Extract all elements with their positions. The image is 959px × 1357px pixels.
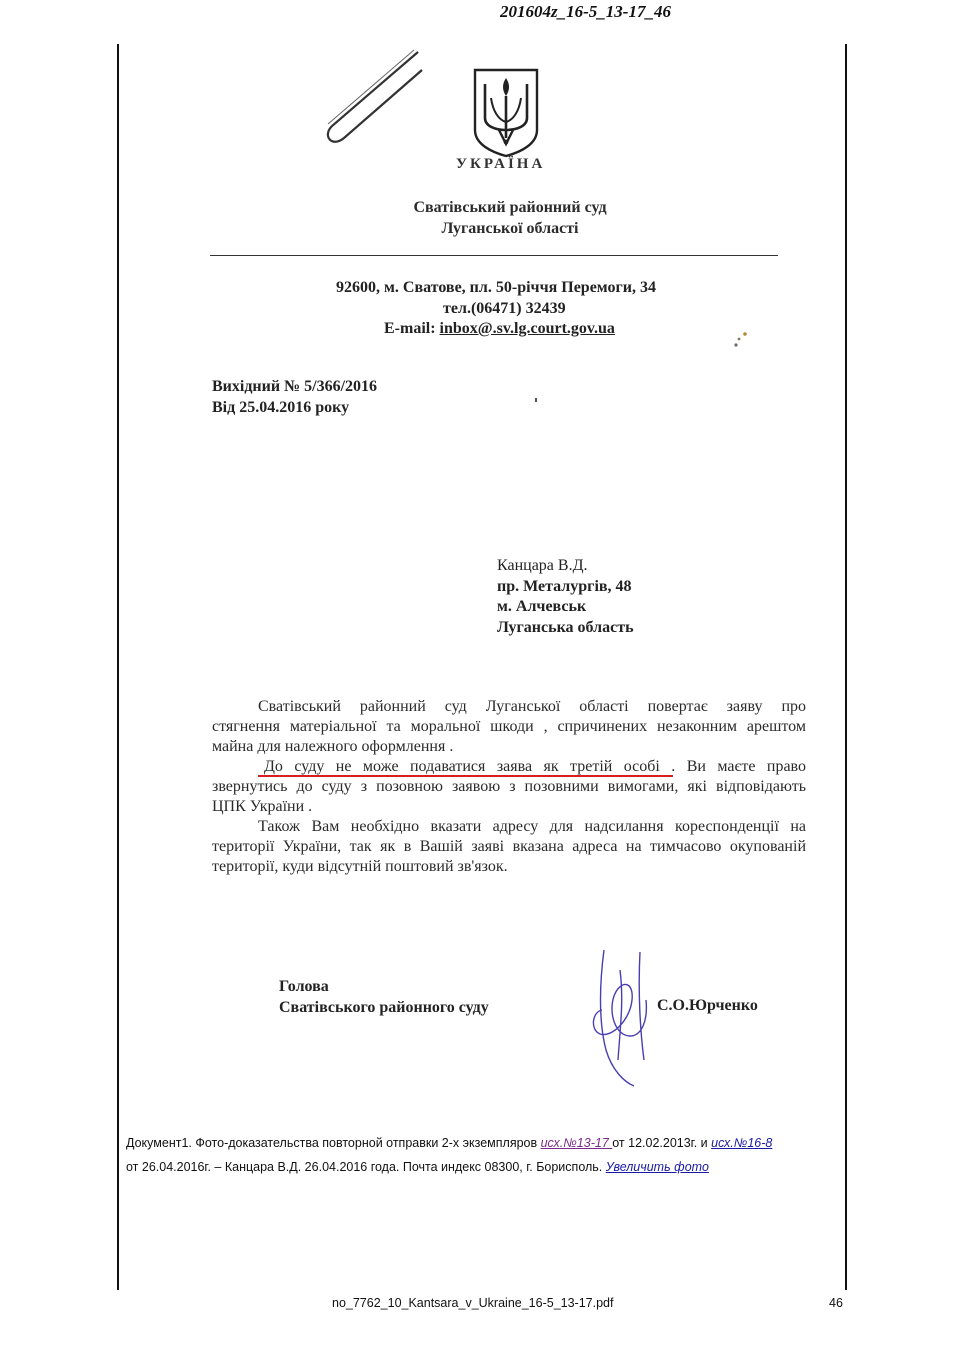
body-line: звернутись до суду з позовною заявою з позовними вимогами, які відповідають (212, 778, 806, 795)
scan-mark (535, 398, 537, 402)
outgoing-number: Вихідний № 5/366/2016 (212, 378, 378, 395)
recipient-name: Канцара В.Д. (497, 557, 588, 574)
caption-line-2 (126, 1160, 836, 1174)
signatory-title: Голова (279, 978, 329, 995)
court-email-line (384, 320, 615, 338)
signatory-court: Сватівського районного суду (279, 999, 489, 1016)
body-line: майна для належного оформлення . (212, 738, 454, 755)
page-border-left (117, 44, 119, 1290)
body-line: ЦПК України . (212, 798, 313, 815)
body-line: стягнення матеріальної та моральної шкоди , спричинених незаконним арештом (212, 718, 806, 735)
caption-text: от 12.02.2013г. и (612, 1136, 712, 1150)
highlight-underline (258, 775, 673, 777)
paperclip-icon (318, 48, 428, 148)
body-paragraph-1 (212, 697, 806, 757)
caption-text: Документ1. Фото-доказательства повторной отправки 2-х экземпляров (126, 1136, 541, 1150)
link-outgoing-13-17[interactable]: исх.№13-17 (540, 1136, 613, 1150)
body-paragraph-3 (212, 817, 806, 877)
body-line: Також Вам необхідно вказати адресу для надсилання кореспонденції на (258, 818, 806, 835)
document-id-header: 201604z_16-5_13-17_46 (500, 2, 671, 21)
trident-emblem-icon (471, 68, 541, 158)
country-title: УКРАЇНА (456, 156, 546, 172)
page-border-right (845, 44, 847, 1290)
body-line: Сватівський районний суд Луганської області повертає заяву про (258, 698, 806, 715)
email-label: E-mail: (384, 320, 436, 337)
recipient-region: Луганська область (497, 619, 634, 636)
body-paragraph-2 (212, 757, 806, 817)
letterhead-divider (210, 255, 778, 256)
handwritten-signature (590, 940, 660, 1090)
body-line: території України, так як в Вашій заяві вказана адреса на тимчасово окупованій (212, 838, 806, 855)
court-address: 92600, м. Сватове, пл. 50-річчя Перемоги, 34 (336, 279, 656, 296)
body-line: території, куди відсутній поштовий зв'язок. (212, 858, 508, 875)
link-enlarge-photo[interactable]: Увеличить фото (605, 1160, 709, 1174)
link-outgoing-16-8[interactable]: исх.№16-8 (711, 1136, 773, 1150)
signatory-name: С.О.Юрченко (657, 997, 758, 1014)
email-address[interactable]: inbox@.sv.lg.court.gov.ua (439, 320, 615, 337)
court-name: Сватівський районний суд (413, 199, 607, 216)
recipient-city: м. Алчевськ (497, 598, 587, 615)
caption-text: от 26.04.2016г. – Канцара В.Д. 26.04.2016 года. Почта индекс 08300, г. Борисполь. (126, 1160, 606, 1174)
footer-page-number: 46 (829, 1296, 843, 1310)
outgoing-date: Від 25.04.2016 року (212, 399, 350, 416)
recipient-street: пр. Металургів, 48 (497, 578, 632, 595)
caption-line-1 (126, 1136, 836, 1150)
court-phone: тел.(06471) 32439 (443, 300, 566, 317)
court-region: Луганської області (441, 220, 579, 237)
body-line: До суду не може подаватися заява як третій особі . Ви маєте право (264, 758, 806, 775)
scan-speck-marks (733, 330, 753, 350)
footer-filename: no_7762_10_Kantsara_v_Ukraine_16-5_13-17.pdf (332, 1296, 614, 1310)
